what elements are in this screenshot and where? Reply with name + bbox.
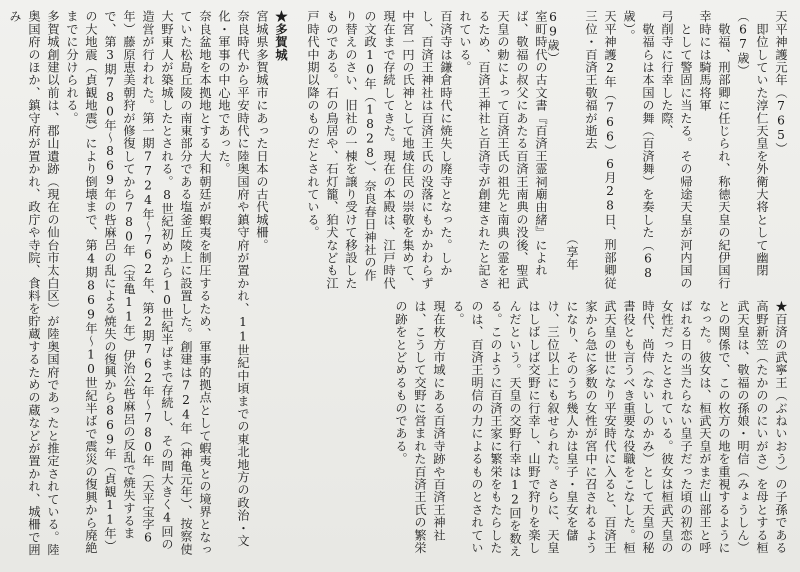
section-shrine-history [300,10,550,290]
paragraph: 現在枚方市域にある百済寺跡や百済王神社は、こうして交野に営まれた百済王氏の繁栄の跡をとどめるものである。 [394,300,446,554]
timeline-line: 天平神護2年（766）6月28日、刑部卿従三位・百済王敬福が逝去 [584,10,617,290]
section-baekje-king-muryeong [300,300,790,562]
timeline-line: として警固に当たる。その帰途天皇が河内国の弓削寺に行幸した際、 [660,10,693,290]
section-tagajo [10,10,290,562]
paragraph: 宮城県多賀城市にあった日本の古代城柵。 [255,10,269,252]
paragraph: 奈良時代から平安時代に陸奥国府や鎮守府が置かれ、11世紀中頃までの東北地方の政治・文化・軍事の中心地であった。 [217,10,250,547]
paragraph: 百済寺は鎌倉時代に焼失し廃寺となった。しかし、百済王神社は百済王氏の没落にもかかわらず中宮一円の氏神として地域住民の崇敬を集めて、現在まで存続してきた。現在の本殿は、江戸時代の文政10年（1828）、奈良春日神社の作り替えのさい、旧社の一棟を譲り受けて移設したものである。石の鳥居や、石灯籠、狛犬なども江戸時代中期以降のものだとされている。 [306,10,453,290]
timeline-line: 敬福、刑部卿に任じられ、称徳天皇の紀伊国行幸時には騎馬将軍 [698,10,731,290]
timeline-line: （享年69歳） [546,10,579,271]
section-timeline [546,10,790,290]
timeline-line: 即位していた淳仁天皇を外衛大将として幽閉（67歳） [736,10,769,277]
timeline-line: 天平神護元年（765） [774,10,788,156]
paragraph: 多賀城創建以前は、郡山遺跡（現在の仙台市太白区）が陸奥国府であったと推定されている。陸奥国府のほか、鎮守府が置かれ、政庁や寺院、食料を貯蔵するための蔵などが置かれ、城柵で囲み [8,10,60,557]
timeline-line: 敬福らは本国の舞（百済舞）を奏した（68歳）。 [622,10,655,281]
paragraph: ★百済の武寧王（ぶねいおう）の子孫である高野新笠（たかののにいがさ）を母とする桓武天皇は、敬福の孫娘・明信（みょうしん）との関係で、この枚方の地を重視するようになった。彼女は、桓武天皇がまだ山部王と呼ばれる日の当たらない皇子だった頃の初恋の女性だったとされている。彼女は桓武天皇の時代、尚侍（ないしのかみ）として天皇の秘書役とも言うべき重要な役職をこなした。桓武天皇の世になり平安時代に入ると、百済王家から急に多数の女性が宮中に召されるようになり、そのうち幾人かは皇子・皇女を儲け、三位以上にも叙せられた。さらに、天皇はしばしば交野に行幸し、山野で狩りを楽しんだという。天皇の交野行幸は12回を数える。このように百済王家に繁栄をもたらしたのは、百済王明信の力によるものとされている。 [451,300,788,558]
paragraph: 室町時代の古文書『百済王霊祠廟由緒』によれば、敬福の叔父にあたる百済王南典の没後、聖武天皇の勅によって百済王氏の祖先と南典の霊を祀るため、百済王神社と百済寺が創建されたと記されている。 [458,10,548,290]
section-heading: ★多賀城 [274,10,288,61]
paragraph: 奈良盆地を本拠地とする大和朝廷が蝦夷を制圧するため、軍事的拠点として蝦夷との境界となっていた松島丘陵の南東部分である塩釜丘陵上に設置した。創建は724年（神亀元年）、按察使大野東人が築城したとされる。8世紀初めから10世紀半ばまで存続し、その間大きく4回の造営が行われた。第一期7724年〜762年、第2期762年〜780年（天平宝字6年）藤原恵美朝狩が修復してから780年（宝亀11年）伊治公呰麻呂の反乱で焼失するまで、第3期780年〜869年の呰麻呂の乱による焼失の復興から869年（貞観11年）の大地震（貞観地震）により倒壊まで、第4期869年〜10世紀半ばで震災の復興から廃絶までに分けられる。 [65,10,212,557]
